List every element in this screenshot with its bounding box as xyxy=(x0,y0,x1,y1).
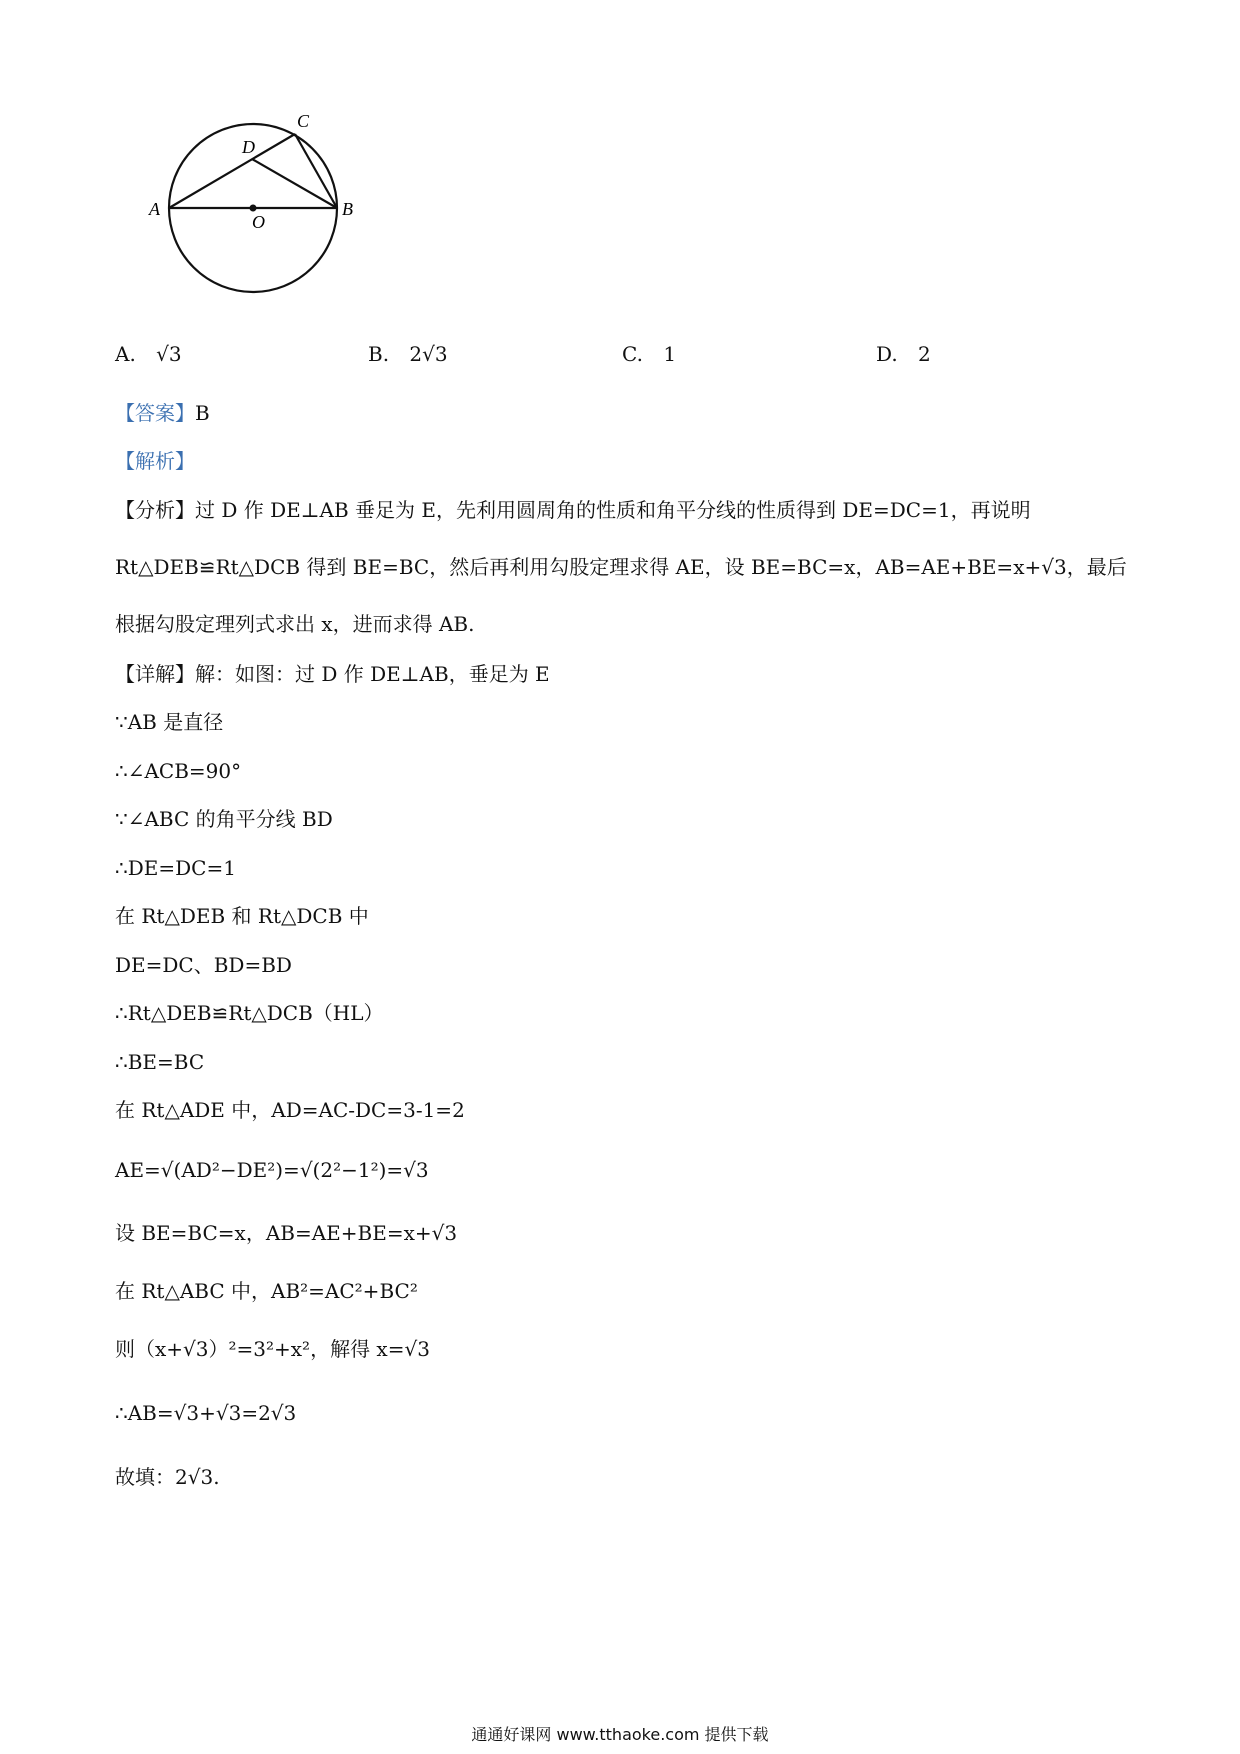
segment-ac xyxy=(169,134,295,208)
detail-line-1: ∵AB 是直径 xyxy=(115,710,224,734)
option-a-label: A. xyxy=(115,342,136,366)
fenxi-text-1: 过 D 作 DE⊥AB 垂足为 E，先利用圆周角的性质和角平分线的性质得到 DE=DC=1，再说明 xyxy=(195,498,1031,522)
option-a-value: √3 xyxy=(156,342,182,366)
detail-line-9: 在 Rt△ADE 中，AD=AC-DC=3-1=2 xyxy=(115,1098,465,1122)
detail-line-5: 在 Rt△DEB 和 Rt△DCB 中 xyxy=(115,904,369,928)
detail-line-3: ∵∠ABC 的角平分线 BD xyxy=(115,807,333,831)
detail-line-8: ∴BE=BC xyxy=(115,1050,205,1074)
option-d xyxy=(876,342,931,366)
option-c xyxy=(622,342,676,366)
option-d-value: 2 xyxy=(918,342,931,366)
detail-line-12: 在 Rt△ABC 中，AB²=AC²+BC² xyxy=(115,1279,418,1303)
detail-line-10: AE=√(AD²−DE²)=√(2²−1²)=√3 xyxy=(115,1158,429,1182)
detail-text-0: 解：如图：过 D 作 DE⊥AB，垂足为 E xyxy=(195,662,550,686)
answer-options xyxy=(0,342,1240,374)
option-d-label: D. xyxy=(876,342,898,366)
detail-line-13: 则（x+√3）²=3²+x²，解得 x=√3 xyxy=(115,1337,430,1361)
detail-line-0 xyxy=(115,659,550,689)
detail-line-2: ∴∠ACB=90° xyxy=(115,759,242,783)
analysis-tag: 【解析】 xyxy=(115,449,195,473)
option-c-value: 1 xyxy=(663,342,677,366)
answer-tag: 【答案】 xyxy=(115,401,195,425)
detail-line-6: DE=DC、BD=BD xyxy=(115,953,292,977)
detail-tag: 【详解】 xyxy=(115,662,195,686)
fenxi-line-2: Rt△DEB≌Rt△DCB 得到 BE=BC，然后再利用勾股定理求得 AE，设 BE=BC=x，AB=AE+BE=x+√3，最后 xyxy=(115,555,1127,579)
detail-line-15: 故填：2√3. xyxy=(115,1465,220,1489)
fenxi-line-3: 根据勾股定理列式求出 x，进而求得 AB. xyxy=(115,612,475,636)
option-b xyxy=(368,342,448,366)
detail-line-14: ∴AB=√3+√3=2√3 xyxy=(115,1401,297,1425)
footer-text: 通通好课网 www.tthaoke.com 提供下载 xyxy=(471,1725,769,1744)
detail-line-11: 设 BE=BC=x，AB=AE+BE=x+√3 xyxy=(115,1221,458,1245)
label-a: A xyxy=(149,199,160,219)
label-b: B xyxy=(342,199,353,219)
option-b-value: 2√3 xyxy=(409,342,448,366)
answer-line xyxy=(115,398,210,428)
option-c-label: C. xyxy=(622,342,643,366)
geometry-figure xyxy=(135,98,385,318)
label-d: D xyxy=(242,137,255,157)
analysis-heading xyxy=(115,446,195,476)
detail-line-7: ∴Rt△DEB≌Rt△DCB（HL） xyxy=(115,1001,384,1025)
option-b-label: B. xyxy=(368,342,390,366)
answer-value: B xyxy=(195,401,210,425)
fenxi-line-1 xyxy=(115,495,1031,525)
option-a xyxy=(115,342,182,366)
center-point-o xyxy=(250,205,257,212)
detail-line-4: ∴DE=DC=1 xyxy=(115,856,236,880)
label-o: O xyxy=(252,212,265,232)
label-c: C xyxy=(297,111,310,131)
fenxi-tag: 【分析】 xyxy=(115,498,195,522)
